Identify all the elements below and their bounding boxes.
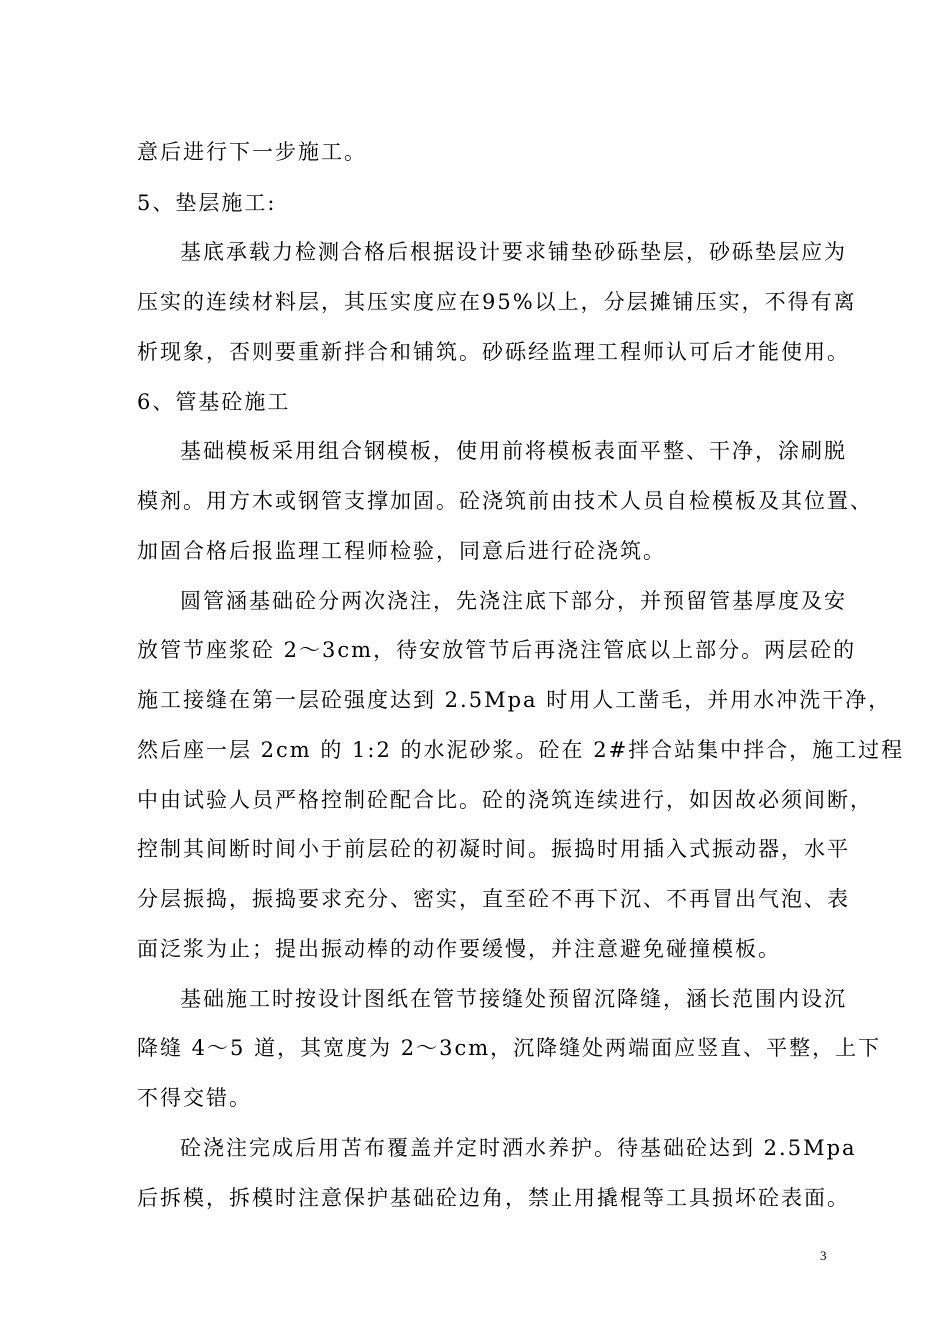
paragraph-line: 基础施工时按设计图纸在管节接缝处预留沉降缝，涵长范围内设沉 [180,987,847,1011]
paragraph-line: 降缝 4～5 道，其宽度为 2～3cm，沉降缝处两端面应竖直、平整，上下 [137,1036,882,1060]
paragraph-line: 控制其间断时间小于前层砼的初凝时间。振捣时用插入式振动器，水平 [137,837,850,861]
paragraph-line: 模剂。用方木或钢管支撑加固。砼浇筑前由技术人员自检模板及其位置、 [137,489,873,513]
paragraph-line: 中由试验人员严格控制砼配合比。砼的浇筑连续进行，如因故必须间断， [137,788,873,812]
paragraph-line: 基础模板采用组合钢模板，使用前将模板表面平整、干净，涂刷脱 [180,439,847,463]
paragraph-line: 加固合格后报监理工程师检验，同意后进行砼浇筑。 [137,539,666,563]
paragraph-line: 分层振捣，振捣要求充分、密实，直至砼不再下沉、不再冒出气泡、表 [137,887,850,911]
paragraph-line: 放管节座浆砼 2～3cm，待安放管节后再浇注管底以上部分。两层砼的 [137,638,857,662]
section-heading: 6、管基砼施工 [137,390,291,414]
paragraph-line: 压实的连续材料层，其压实度应在95%以上，分层摊铺压实，不得有离 [137,290,857,314]
paragraph-line: 后拆模，拆模时注意保护基础砼边角，禁止用撬棍等工具损坏砼表面。 [137,1186,850,1210]
section-heading: 5、垫层施工: [137,191,277,215]
paragraph-line: 圆管涵基础砼分两次浇注，先浇注底下部分，并预留管基厚度及安 [180,589,847,613]
paragraph-line: 然后座一层 2cm 的 1:2 的水泥砂浆。砼在 2#拌合站集中拌合，施工过程 [137,738,905,762]
page-number: 3 [820,1248,827,1263]
paragraph-line: 析现象，否则要重新拌合和铺筑。砂砾经监理工程师认可后才能使用。 [137,340,850,364]
text-line: 意后进行下一步施工。 [137,140,367,164]
paragraph-line: 基底承载力检测合格后根据设计要求铺垫砂砾垫层，砂砾垫层应为 [180,240,847,264]
paragraph-line: 施工接缝在第一层砼强度达到 2.5Mpa 时用人工凿毛，并用水冲洗干净， [137,688,892,712]
paragraph-line: 砼浇注完成后用苫布覆盖并定时洒水养护。待基础砼达到 2.5Mpa [180,1136,857,1160]
paragraph-line: 不得交错。 [137,1086,252,1110]
paragraph-line: 面泛浆为止；提出振动棒的动作要缓慢，并注意避免碰撞模板。 [137,937,781,961]
